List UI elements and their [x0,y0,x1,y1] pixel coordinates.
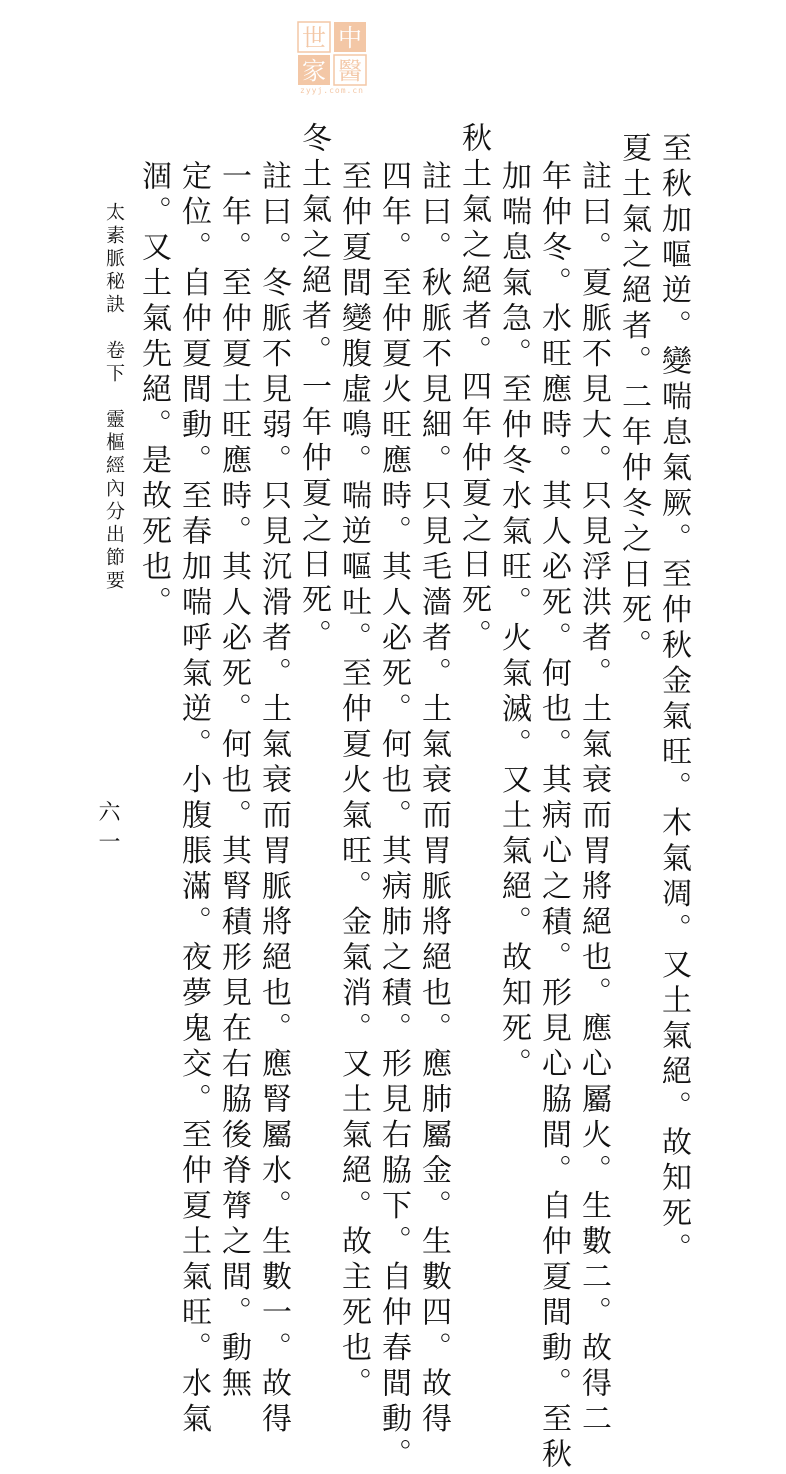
text-column-10: 冬土氣之絕者。一年仲夏之日死。 [296,122,331,655]
page-number: 六一 [95,800,120,860]
text-column-11: 註曰。冬脈不見弱。只見沉滑者。土氣衰而胃脈將絕也。應腎屬水。生數一。故得 [256,160,291,1438]
running-title: 太素脈秘訣 卷下 靈樞經內分出節要 [103,202,125,593]
svg-text:世: 世 [302,24,326,52]
text-column-14: 涸。又土氣先絕。是故死也。 [136,160,171,622]
text-column-3: 註曰。夏脈不見大。只見浮洪者。土氣衰而胃將絕也。應心屬火。生數二。故得二 [576,160,611,1438]
text-column-7: 註曰。秋脈不見細。只見毛濇者。土氣衰而胃脈將絕也。應肺屬金。生數四。故得 [416,160,451,1438]
svg-text:中: 中 [338,24,362,52]
watermark-seal-icon [296,20,368,86]
text-column-4: 年仲冬。水旺應時。其人必死。何也。其病心之積。形見心脇間。自仲夏間動。至秋 [536,160,571,1474]
text-column-8: 四年。至仲夏火旺應時。其人必死。何也。其病肺之積。形見右脇下。自仲春間動。 [376,160,411,1474]
svg-text:醫: 醫 [338,57,362,85]
text-column-12: 一年。至仲夏土旺應時。其人必死。何也。其腎積形見在右脇後脊膂之間。動無 [216,160,251,1403]
text-column-5: 加喘息氣急。至仲冬水氣旺。火氣滅。又土氣絕。故知死。 [496,160,531,1083]
text-column-1: 至秋加嘔逆。變喘息氣厥。至仲秋金氣旺。木氣凋。又土氣絕。故知死。 [656,132,691,1268]
text-column-9: 至仲夏間變腹虛鳴。喘逆嘔吐。至仲夏火氣旺。金氣消。又土氣絕。故主死也。 [336,160,371,1403]
text-column-6: 秋土氣之絕者。四年仲夏之日死。 [456,122,491,655]
watermark-logo [296,20,368,95]
text-column-2: 夏土氣之絕者。二年仲冬之日死。 [616,132,651,665]
svg-text:家: 家 [302,57,326,85]
watermark-url: zyyj.com.cn [300,86,364,95]
text-column-13: 定位。自仲夏間動。至春加喘呼氣逆。小腹脹滿。夜夢鬼交。至仲夏土氣旺。水氣 [176,160,211,1438]
